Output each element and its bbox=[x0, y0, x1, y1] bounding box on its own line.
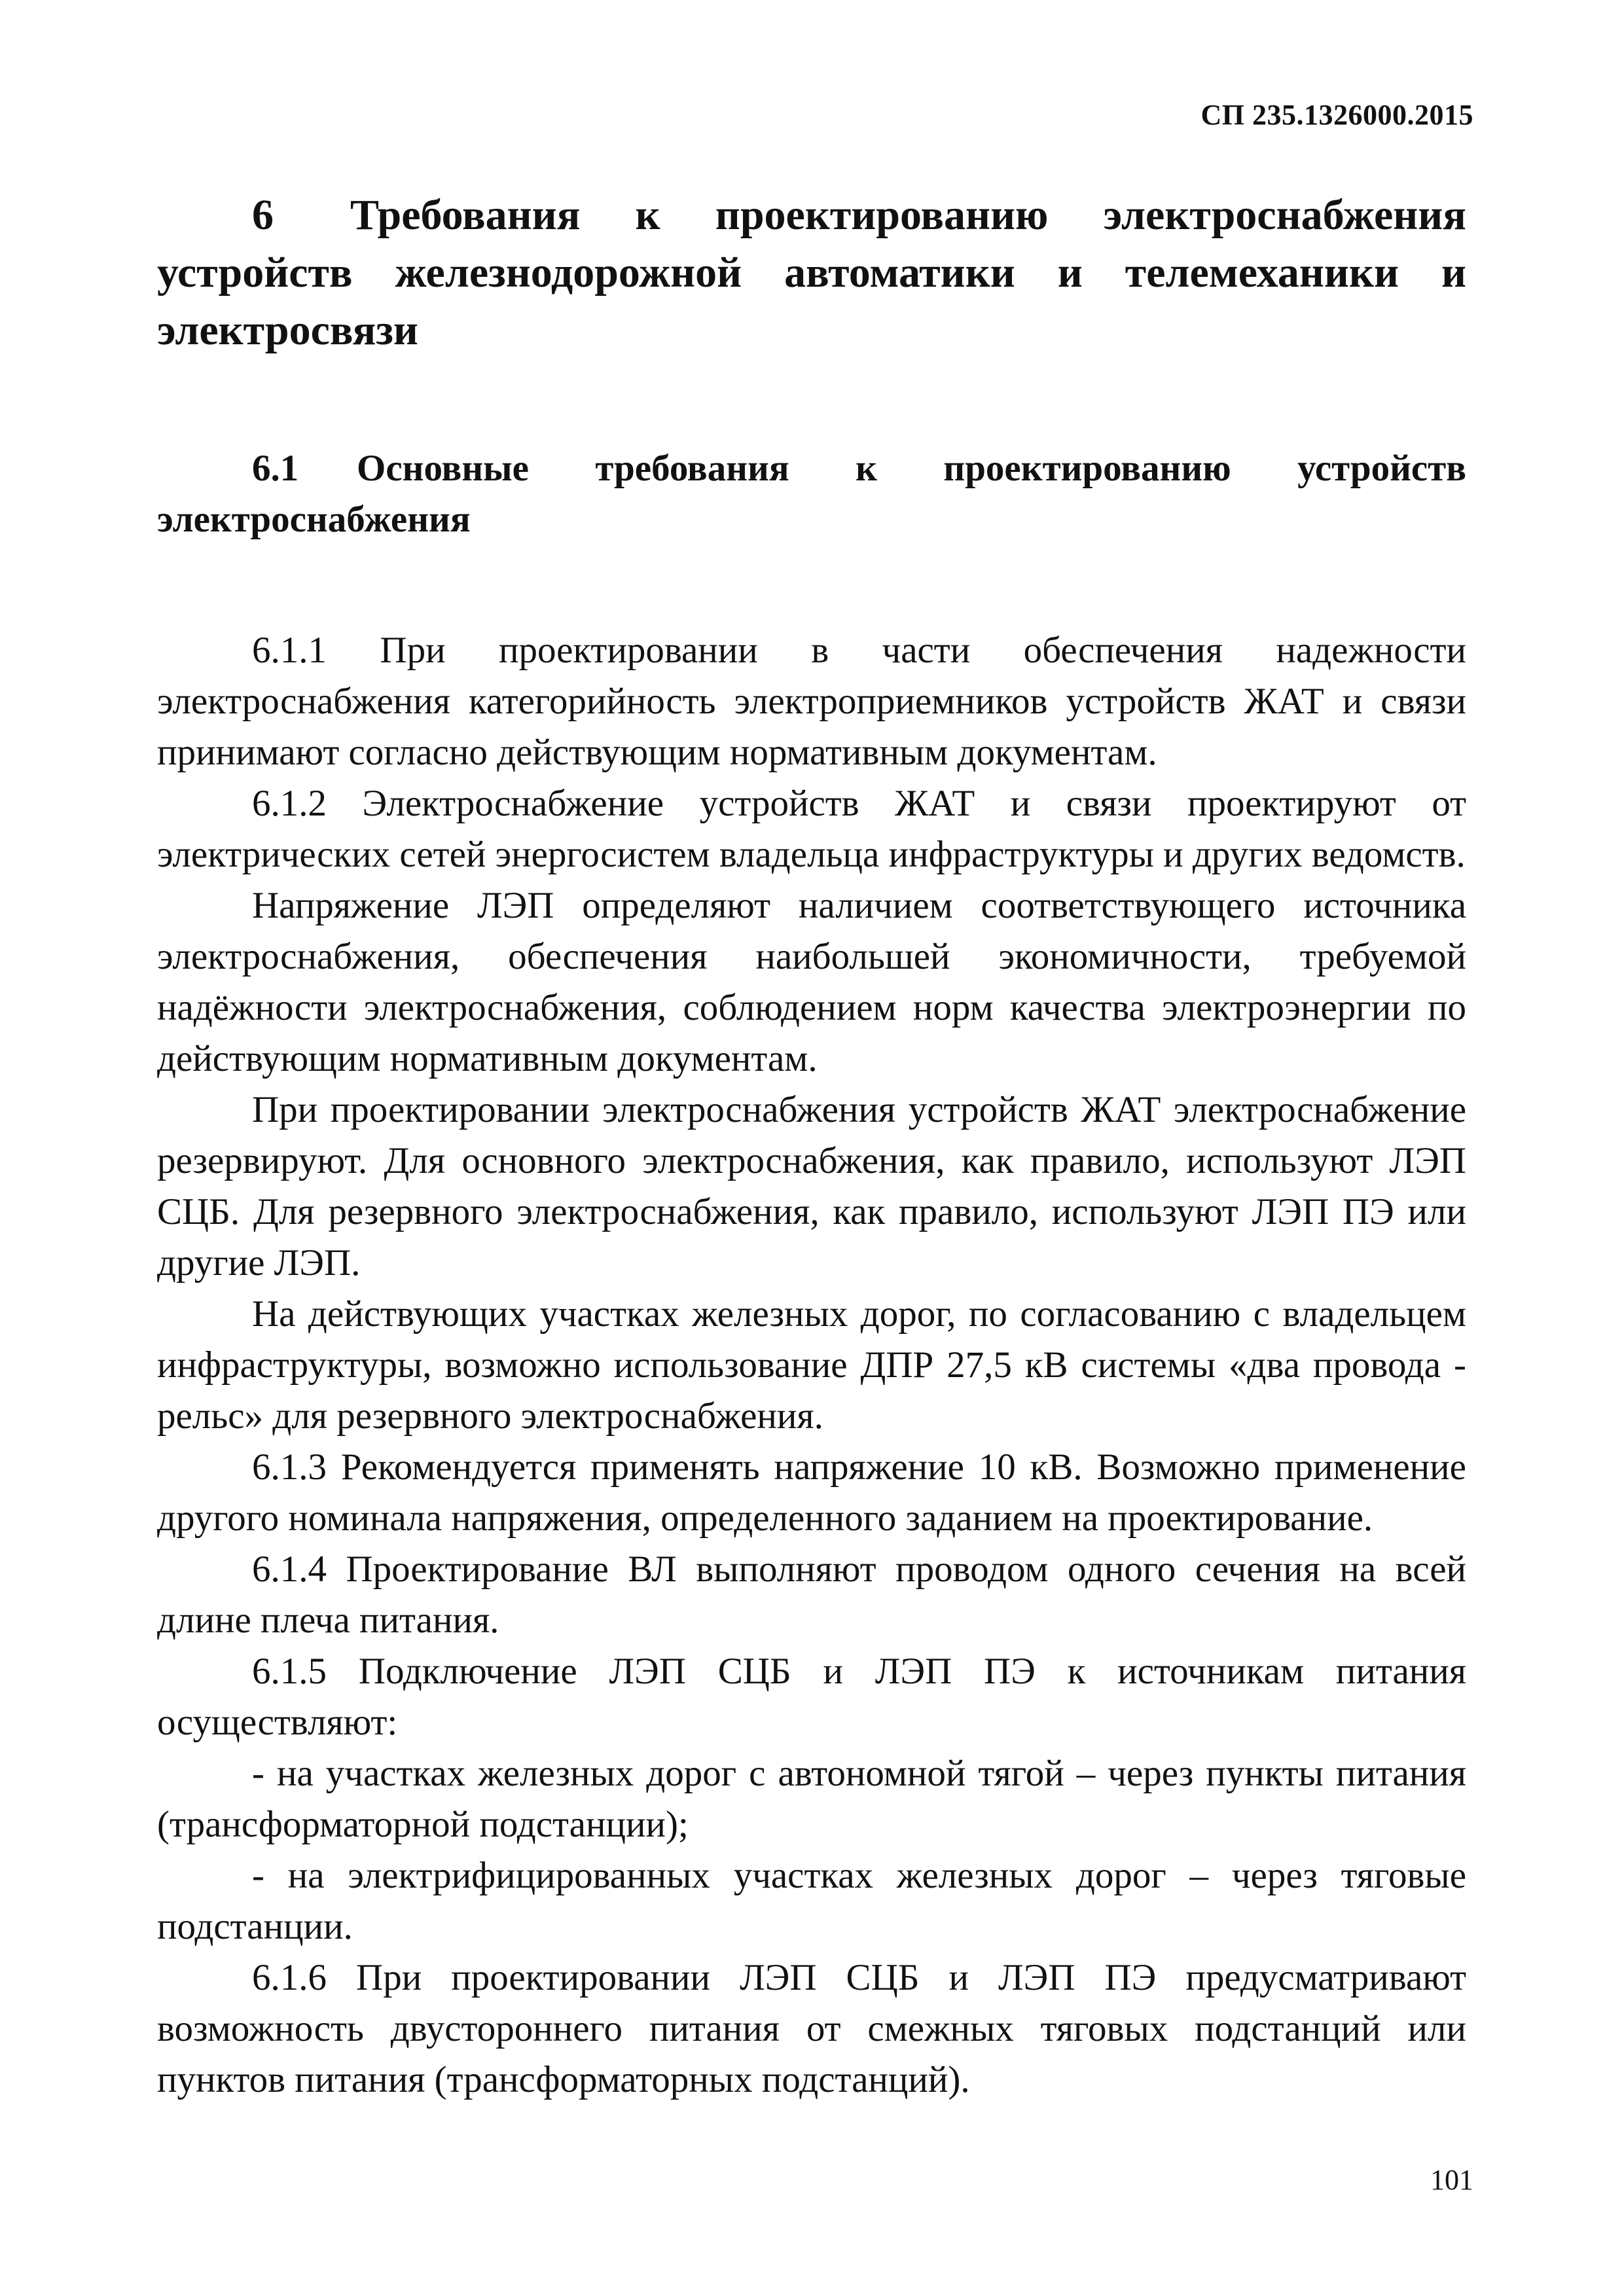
paragraph: 6.1.4 Проектирование ВЛ выполняют проводом одного сечения на всей длине плеча питания. bbox=[157, 1549, 1466, 1641]
subsection-number: 6.1 bbox=[252, 448, 299, 489]
section-heading bbox=[157, 187, 1466, 359]
paragraph: 6.1.5 Подключение ЛЭП СЦБ и ЛЭП ПЭ к источникам питания осуществляют: bbox=[157, 1651, 1466, 1743]
page-number: 101 bbox=[1430, 2164, 1473, 2196]
section-number: 6 bbox=[252, 191, 274, 239]
body-text bbox=[157, 625, 1466, 2106]
paragraph: При проектировании электроснабжения устройств ЖАТ электроснабжение резервируют. Для основного электроснабжения, как правило, используют ЛЭП СЦБ. Для резервного электроснабжения, как правило, используют ЛЭП ПЭ или другие ЛЭП. bbox=[157, 1089, 1466, 1283]
subsection-title: Основные требования к проектированию устройств электроснабжения bbox=[157, 448, 1466, 540]
paragraph: 6.1.3 Рекомендуется применять напряжение 10 кВ. Возможно применение другого номинала напряжения, определенного заданием на проектирование. bbox=[157, 1446, 1466, 1539]
subsection-heading bbox=[157, 443, 1466, 545]
paragraph: 6.1.1 При проектировании в части обеспечения надежности электроснабжения категорийность электроприемников устройств ЖАТ и связи принимают согласно действующим нормативным документам. bbox=[157, 630, 1466, 773]
document-code: СП 235.1326000.2015 bbox=[1200, 99, 1473, 131]
section-title: Требования к проектированию электроснабжения устройств железнодорожной автоматики и телемеханики и электросвязи bbox=[157, 191, 1466, 354]
paragraph: Напряжение ЛЭП определяют наличием соответствующего источника электроснабжения, обеспечения наибольшей экономичности, требуемой надёжности электроснабжения, соблюдением норм качества электроэнергии по действующим нормативным документам. bbox=[157, 885, 1466, 1079]
paragraph: 6.1.6 При проектировании ЛЭП СЦБ и ЛЭП ПЭ предусматривают возможность двустороннего питания от смежных тяговых подстанций или пунктов питания (трансформаторных подстанций). bbox=[157, 1957, 1466, 2100]
paragraph: На действующих участках железных дорог, по согласованию с владельцем инфраструктуры, возможно использование ДПР 27,5 кВ системы «два провода - рельс» для резервного электроснабжения. bbox=[157, 1293, 1466, 1437]
list-item: - на участках железных дорог с автономной тягой – через пункты питания (трансформаторной подстанции); bbox=[157, 1753, 1466, 1845]
page-content bbox=[157, 187, 1466, 2106]
paragraph: 6.1.2 Электроснабжение устройств ЖАТ и связи проектируют от электрических сетей энергосистем владельца инфраструктуры и других ведомств. bbox=[157, 783, 1466, 875]
list-item: - на электрифицированных участках железных дорог – через тяговые подстанции. bbox=[157, 1855, 1466, 1947]
